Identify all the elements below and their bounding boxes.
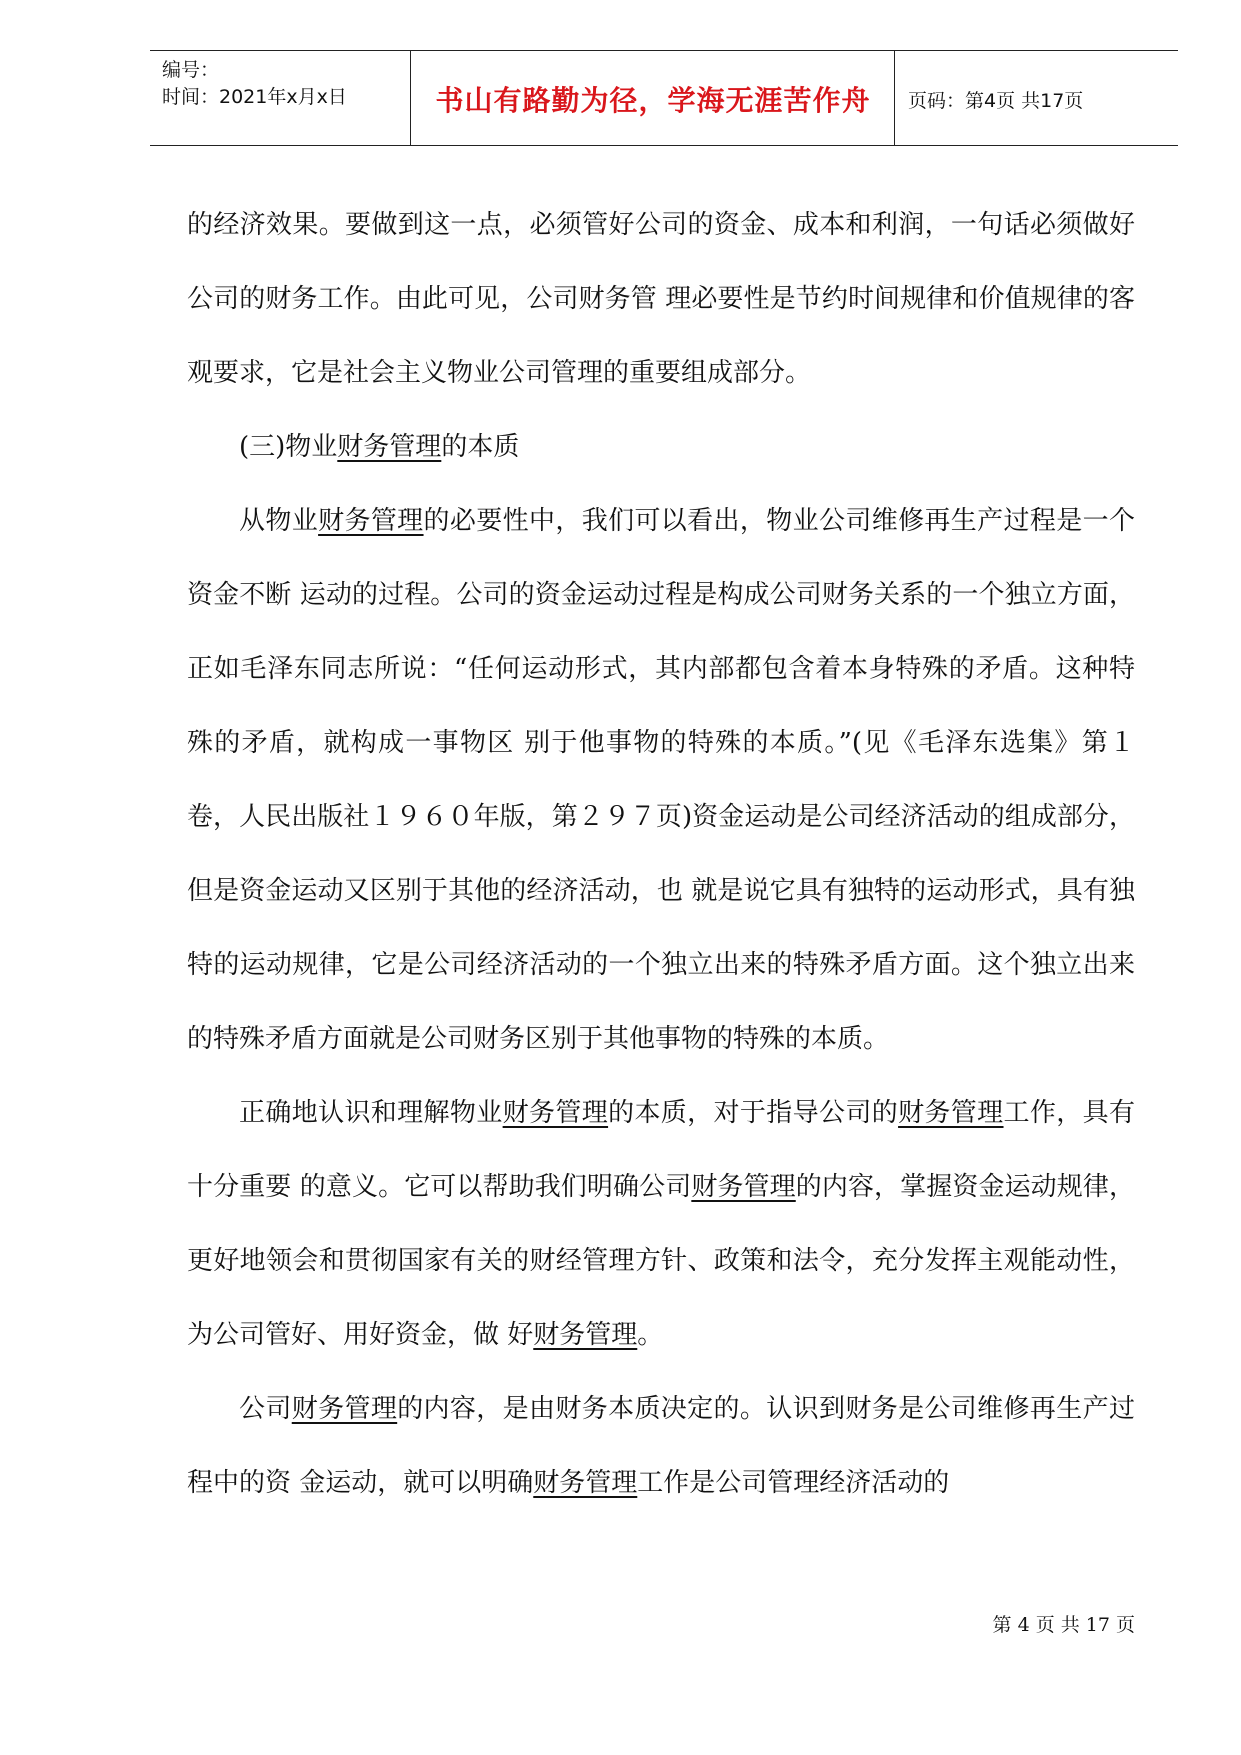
paragraph-text: 工作是公司管理经济活动的 — [637, 1468, 950, 1498]
paragraph-text: 的内容，是由财务本质决定的。认识到财务是公司维修再生产过程中的资 金运动，就可以明确 — [187, 1394, 1135, 1498]
paragraph-text: 。 — [637, 1320, 664, 1350]
paragraph-2 — [187, 484, 1135, 1076]
heading-text: (三)物业 — [239, 432, 338, 462]
paragraph-text: 的内容，掌握资金运动规律，更好地领会和贯彻国家有关的财经管理方针、政策和法令，充分发挥主观能动性，为公司管好、用好资金，做 好 — [187, 1172, 1135, 1350]
page-footer: 第 4 页 共 17 页 — [992, 1614, 1135, 1636]
doc-time-label: 时间：2021年x月x日 — [162, 86, 347, 108]
heading-text: 的本质 — [441, 432, 520, 462]
header-meta — [162, 57, 412, 111]
paragraph-text: 公司 — [239, 1394, 292, 1424]
paragraph-text: 工作，具有十分重要 的意义。它可以帮助我们明确公司 — [187, 1098, 1135, 1202]
header-page-number: 页码：第4页 共17页 — [908, 90, 1084, 112]
finance-management-link[interactable]: 财务管理 — [502, 1098, 609, 1128]
finance-management-link[interactable]: 财务管理 — [898, 1098, 1004, 1128]
paragraph-text: 正确地认识和理解物业 — [239, 1098, 503, 1128]
paragraph-3 — [187, 1076, 1135, 1372]
header-divider — [894, 51, 895, 145]
finance-management-link[interactable]: 财务管理 — [533, 1320, 638, 1350]
header-divider — [410, 51, 411, 145]
paragraph-text: 的本质，对于指导公司的 — [608, 1098, 899, 1128]
paragraph-4 — [187, 1372, 1135, 1520]
header-motto: 书山有路勤为径，学海无涯苦作舟 — [435, 84, 871, 117]
paragraph-1: 的经济效果。要做到这一点，必须管好公司的资金、成本和利润，一句话必须做好公司的财务工作。由此可见，公司财务管 理必要性是节约时间规律和价值规律的客观要求，它是社会主义物业公司管理的重要组成部分。 — [187, 210, 1135, 388]
finance-management-link[interactable]: 财务管理 — [318, 506, 424, 536]
paragraph-text: 的必要性中，我们可以看出，物业公司维修再生产过程是一个资金不断 运动的过程。公司的资金运动过程是构成公司财务关系的一个独立方面，正如毛泽东同志所说：“任何运动形式，其内部都包含着本身特殊的矛盾。这种特殊的矛盾，就构成一事物区 别于他事物的特殊的本质。”(见《毛泽东选集》第１卷，人民出版社１９６０年版，第２９７页)资金运动是公司经济活动的组成部分，但是资金运动又区别于其他的经济活动，也 就是说它具有独特的运动形式，具有独特的运动规律，它是公司经济活动的一个独立出来的特殊矛盾方面。这个独立出来的特殊矛盾方面就是公司财务区别于其他事物的特殊的本质。 — [187, 506, 1135, 1054]
finance-management-link[interactable]: 财务管理 — [337, 432, 442, 462]
paragraph-text: 从物业 — [239, 506, 319, 536]
finance-management-link[interactable]: 财务管理 — [291, 1394, 398, 1424]
finance-management-link[interactable]: 财务管理 — [533, 1468, 638, 1498]
doc-number-label: 编号： — [162, 59, 220, 81]
finance-management-link[interactable]: 财务管理 — [691, 1172, 796, 1202]
section-heading — [187, 410, 1135, 484]
page-header — [150, 50, 1178, 146]
document-body — [187, 188, 1135, 1520]
